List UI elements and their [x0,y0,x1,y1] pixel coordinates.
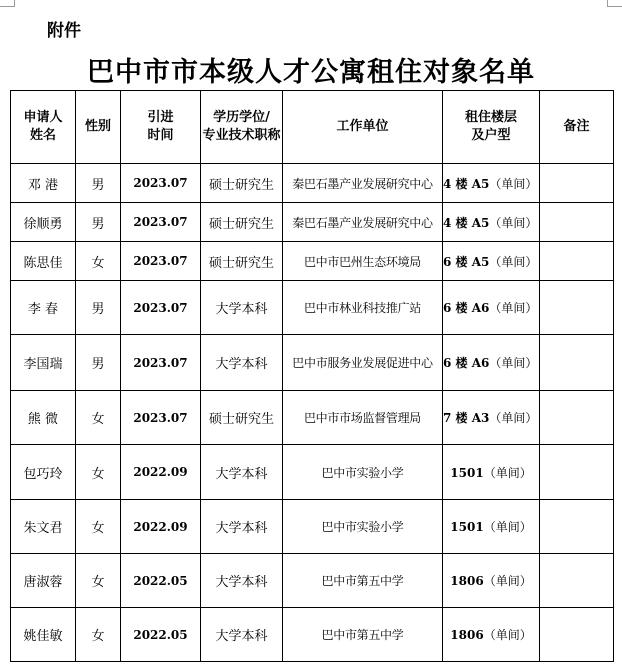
table-row [11,500,614,554]
room-type: （单间） [483,574,532,588]
cell-date: 2022.09 [121,500,201,554]
cell-gender: 女 [76,608,121,662]
cell-name: 李 春 [11,281,76,335]
cell-education: 大学本科 [201,608,283,662]
cell-room [443,335,540,391]
room-number: 6 楼 A6 [443,301,490,315]
cell-gender: 男 [76,335,121,391]
cell-education: 硕士研究生 [201,242,283,281]
cell-notes [540,500,614,554]
cell-date: 2022.05 [121,608,201,662]
table-row [11,445,614,500]
cell-education: 大学本科 [201,554,283,608]
cell-name: 唐淑蓉 [11,554,76,608]
cell-name: 陈思佳 [11,242,76,281]
cell-date: 2023.07 [121,164,201,203]
room-type: （单间） [483,628,532,642]
cell-notes [540,391,614,445]
page-corner-mark-right [607,0,622,7]
room-number: 6 楼 A5 [443,254,490,269]
room-type: （单间） [489,301,538,315]
cell-room [443,203,540,242]
header-education: 学历学位/ 专业技术职称 [201,91,283,164]
cell-notes [540,608,614,662]
cell-room [443,164,540,203]
room-number: 1806 [450,628,484,642]
cell-name: 包巧玲 [11,445,76,500]
cell-work-unit: 巴中市巴州生态环境局 [283,242,443,281]
cell-education: 大学本科 [201,335,283,391]
cell-room [443,554,540,608]
cell-room [443,500,540,554]
cell-work-unit: 巴中市第五中学 [283,554,443,608]
cell-gender: 男 [76,203,121,242]
cell-work-unit: 秦巴石墨产业发展研究中心 [283,203,443,242]
cell-room [443,242,540,281]
cell-name: 李国瑞 [11,335,76,391]
cell-notes [540,554,614,608]
cell-gender: 男 [76,281,121,335]
cell-date: 2023.07 [121,391,201,445]
cell-date: 2022.05 [121,554,201,608]
header-notes: 备注 [540,91,614,164]
table-row [11,554,614,608]
cell-gender: 女 [76,242,121,281]
attachment-label: 附件 [47,21,81,41]
header-room: 租住楼层 及户型 [443,91,540,164]
header-intro-date: 引进 时间 [121,91,201,164]
room-type: （单间） [489,215,538,230]
room-number: 4 楼 A5 [443,215,490,230]
cell-work-unit: 秦巴石墨产业发展研究中心 [283,164,443,203]
cell-work-unit: 巴中市市场监督管理局 [283,391,443,445]
cell-notes [540,242,614,281]
table-row [11,391,614,445]
cell-name: 熊 微 [11,391,76,445]
room-type: （单间） [483,520,532,534]
room-number: 1501 [450,465,484,480]
header-work-unit: 工作单位 [283,91,443,164]
cell-gender: 女 [76,445,121,500]
room-type: （单间） [483,465,532,480]
cell-education: 硕士研究生 [201,164,283,203]
cell-date: 2022.09 [121,445,201,500]
table-row [11,608,614,662]
cell-name: 徐顺勇 [11,203,76,242]
cell-education: 硕士研究生 [201,391,283,445]
cell-notes [540,203,614,242]
room-type: （单间） [489,254,538,269]
table-row [11,281,614,335]
cell-room [443,281,540,335]
cell-gender: 女 [76,554,121,608]
room-number: 4 楼 A5 [443,176,490,191]
cell-education: 大学本科 [201,500,283,554]
cell-room [443,445,540,500]
cell-room [443,608,540,662]
cell-work-unit: 巴中市实验小学 [283,500,443,554]
cell-work-unit: 巴中市服务业发展促进中心 [283,335,443,391]
table-header-row [11,91,614,164]
cell-notes [540,445,614,500]
header-applicant-name: 申请人 姓名 [11,91,76,164]
cell-education: 硕士研究生 [201,203,283,242]
cell-date: 2023.07 [121,203,201,242]
table-row [11,203,614,242]
page-corner-mark-left [0,0,15,7]
cell-name: 姚佳敏 [11,608,76,662]
header-gender: 性别 [76,91,121,164]
room-type: （单间） [489,176,538,191]
cell-work-unit: 巴中市第五中学 [283,608,443,662]
room-type: （单间） [489,411,538,425]
cell-education: 大学本科 [201,281,283,335]
cell-room [443,391,540,445]
room-number: 1806 [450,574,484,588]
room-number: 1501 [450,520,484,534]
cell-notes [540,281,614,335]
cell-work-unit: 巴中市林业科技推广站 [283,281,443,335]
room-type: （单间） [489,356,538,370]
cell-gender: 女 [76,391,121,445]
cell-name: 邓 港 [11,164,76,203]
cell-date: 2023.07 [121,281,201,335]
cell-notes [540,164,614,203]
room-number: 7 楼 A3 [443,411,490,425]
cell-notes [540,335,614,391]
cell-name: 朱文君 [11,500,76,554]
table-row [11,242,614,281]
table-row [11,164,614,203]
cell-gender: 女 [76,500,121,554]
table-row [11,335,614,391]
cell-work-unit: 巴中市实验小学 [283,445,443,500]
cell-date: 2023.07 [121,242,201,281]
document-title: 巴中市市本级人才公寓租住对象名单 [87,57,535,88]
cell-education: 大学本科 [201,445,283,500]
cell-gender: 男 [76,164,121,203]
tenant-roster-table [10,90,614,662]
room-number: 6 楼 A6 [443,356,490,370]
cell-date: 2023.07 [121,335,201,391]
